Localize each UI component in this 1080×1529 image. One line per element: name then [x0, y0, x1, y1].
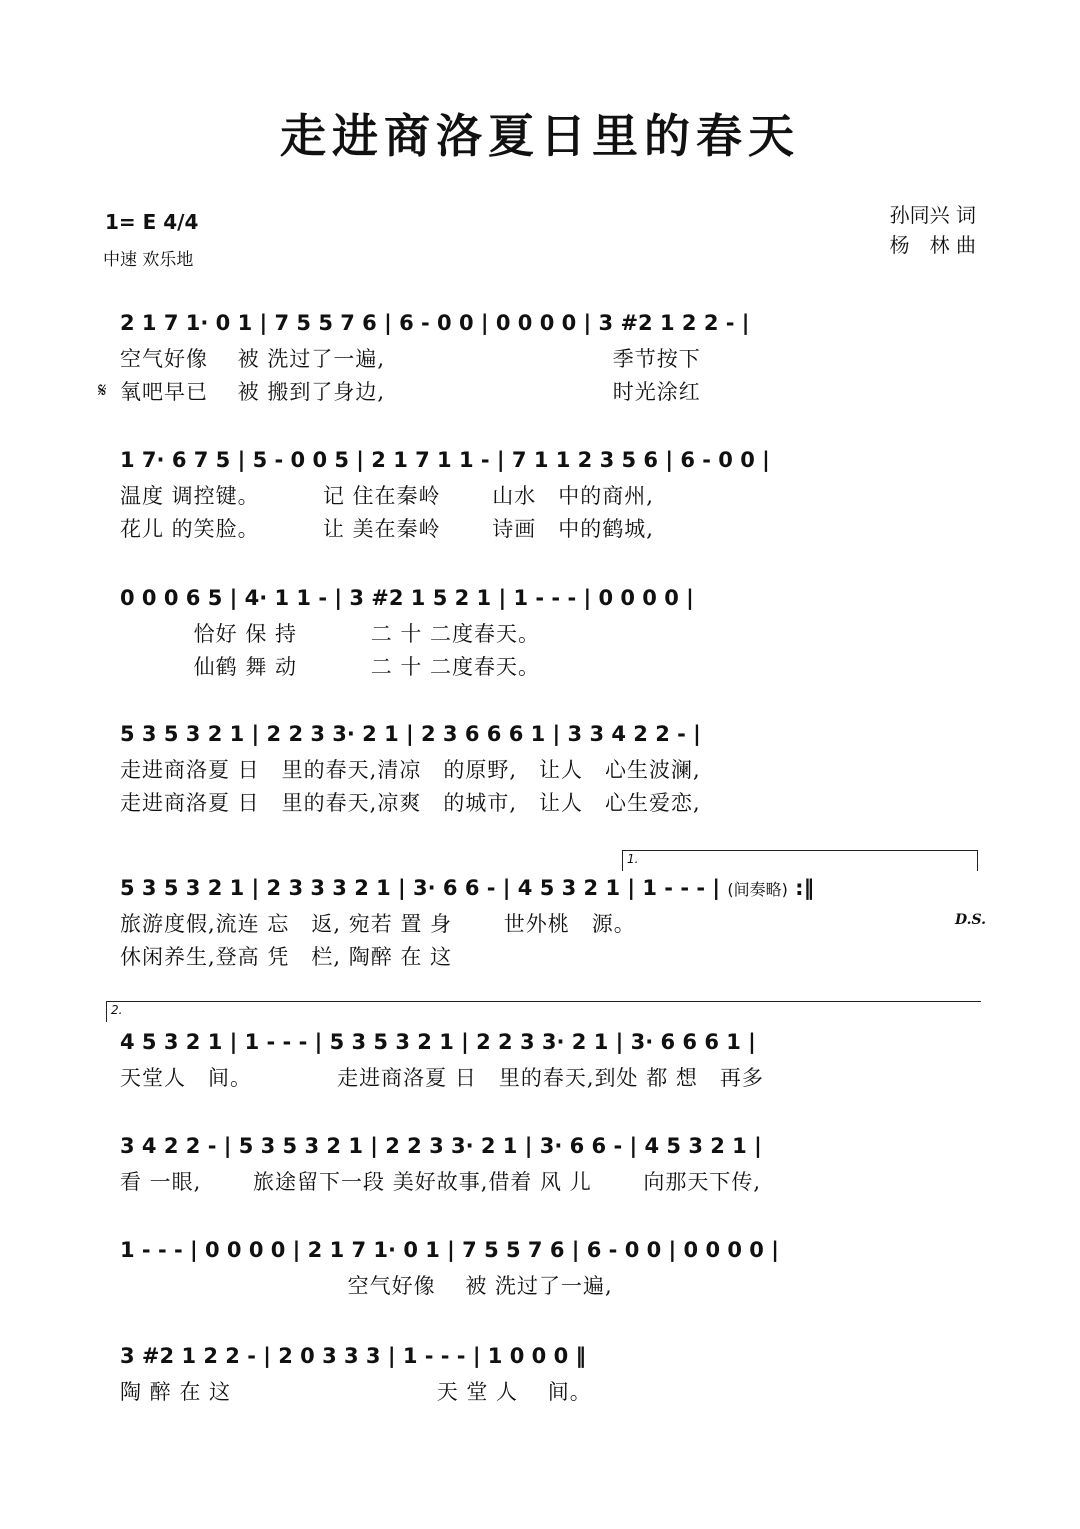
first-ending-label: 1.: [627, 852, 639, 866]
score-system: [120, 303, 980, 409]
dal-segno-mark: D.S.: [955, 912, 987, 928]
composer: 杨 林 曲: [889, 233, 976, 257]
score-system: [120, 440, 980, 546]
lyric-verse-1: 陶 醉 在 这 天 堂 人 间。: [120, 1380, 592, 1404]
notation-line: 5 3 5 3 2 1 | 2 3 3 3 2 1 | 3· 6 6 - | 4 5 3 2 1 | 1 - - - | (间奏略) :‖: [120, 876, 815, 900]
lyric-verse-2: 氧吧早已 被 搬到了身边, 时光涂红: [120, 380, 701, 404]
score-system: [120, 578, 980, 684]
notation-line: 5 3 5 3 2 1 | 2 2 3 3· 2 1 | 2 3 6 6 6 1 | 3 3 4 2 2 - |: [120, 722, 701, 746]
notation-line: 1 - - - | 0 0 0 0 | 2 1 7 1· 0 1 | 7 5 5 7 6 | 6 - 0 0 | 0 0 0 0 |: [120, 1238, 779, 1262]
notation-text: 5 3 5 3 2 1 | 2 3 3 3 2 1 | 3· 6 6 - | 4 5 3 2 1 | 1 - - - |: [120, 876, 721, 900]
lyricist: 孙同兴 词: [889, 203, 976, 227]
lyric-verse-2: 休闲养生,登高 凭 栏, 陶醉 在 这: [120, 945, 453, 969]
lyric-verse-2: 花儿 的笑脸。 让 美在秦岭 诗画 中的鹤城,: [120, 517, 654, 541]
score-system: [120, 1022, 980, 1095]
lyric-verse-1: 恰好 保 持 二 十 二度春天。: [120, 622, 541, 646]
lyric-verse-1: 温度 调控键。 记 住在秦岭 山水 中的商州,: [120, 484, 654, 508]
notation-line: 1 7· 6 7 5 | 5 - 0 0 5 | 2 1 7 1 1 - | 7 1 1 2 3 5 6 | 6 - 0 0 |: [120, 448, 770, 472]
score-system: [120, 1230, 980, 1303]
score-system: [120, 868, 980, 974]
lyric-verse-1: 天堂人 间。 走进商洛夏 日 里的春天,到处 都 想 再多: [120, 1066, 764, 1090]
lyric-verse-1: 空气好像 被 洗过了一遍, 季节按下: [120, 347, 701, 371]
second-ending-label: 2.: [111, 1003, 123, 1017]
score-system: [120, 714, 980, 820]
notation-line: 2 1 7 1· 0 1 | 7 5 5 7 6 | 6 - 0 0 | 0 0 0 0 | 3 #2 1 2 2 - |: [120, 311, 750, 335]
tempo-marking: 中速 欢乐地: [103, 250, 194, 270]
credits: [890, 200, 976, 260]
notation-line: 0 0 0 6 5 | 4· 1 1 - | 3 #2 1 5 2 1 | 1 - - - | 0 0 0 0 |: [120, 586, 694, 610]
lyric-verse-1: 空气好像 被 洗过了一遍,: [120, 1274, 613, 1298]
notation-line: 4 5 3 2 1 | 1 - - - | 5 3 5 3 2 1 | 2 2 3 3· 2 1 | 3· 6 6 6 1 |: [120, 1030, 756, 1054]
lyric-verse-1: 看 一眼, 旅途留下一段 美好故事,借着 风 儿 向那天下传,: [120, 1170, 762, 1194]
score-system: [120, 1336, 980, 1409]
page-title: 走进商洛夏日里的春天: [280, 109, 800, 163]
notation-line: 3 4 2 2 - | 5 3 5 3 2 1 | 2 2 3 3· 2 1 | 3· 6 6 - | 4 5 3 2 1 |: [120, 1134, 762, 1158]
second-ending-bracket: [106, 1001, 981, 1022]
lyric-verse-1: 旅游度假,流连 忘 返, 宛若 置 身 世外桃 源。: [120, 912, 636, 936]
segno-icon: 𝄋: [98, 378, 107, 402]
lyric-verse-2: 走进商洛夏 日 里的春天,凉爽 的城市, 让人 心生爱恋,: [120, 791, 701, 815]
lyric-verse-1: 走进商洛夏 日 里的春天,清凉 的原野, 让人 心生波澜,: [120, 758, 701, 782]
key-signature: 1= E 4/4: [105, 210, 199, 234]
score-system: [120, 1126, 980, 1199]
notation-line: 3 #2 1 2 2 - | 2 0 3 3 3 | 1 - - - | 1 0 0 0 ‖: [120, 1344, 586, 1368]
interlude-note: (间奏略): [727, 880, 788, 899]
lyric-verse-2: 仙鹤 舞 动 二 十 二度春天。: [120, 655, 541, 679]
